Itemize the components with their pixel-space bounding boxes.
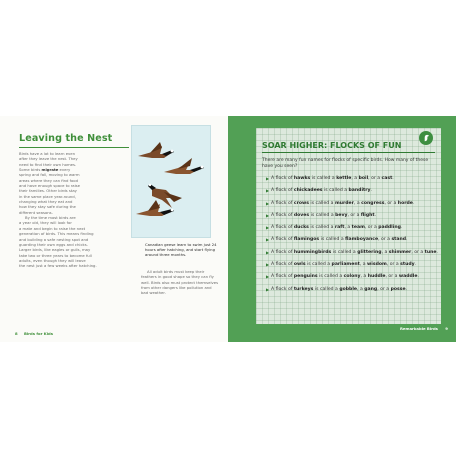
- flock-name: parliament: [331, 262, 360, 268]
- text-run: .: [400, 225, 403, 231]
- text-run: .: [405, 286, 408, 292]
- flock-item-hummingbirds: [266, 250, 436, 262]
- flock-name: boil: [358, 176, 369, 181]
- card-title-divider: [262, 152, 435, 153]
- text-line: [19, 162, 76, 167]
- flock-item-ducks: [266, 225, 436, 237]
- text-run: changing what they eat and: [19, 199, 73, 205]
- flock-list: [266, 176, 436, 299]
- text-run: feathers in good shape so they can fly: [141, 274, 214, 280]
- bird-name: flamingos: [293, 237, 320, 243]
- text-run: A flock of: [271, 225, 294, 231]
- section-title: Leaving the Nest: [19, 133, 113, 144]
- text-run: is called a: [305, 262, 332, 268]
- text-run: areas where they can find food: [19, 177, 79, 183]
- text-line: [19, 258, 86, 263]
- bird-name: crows: [293, 200, 309, 206]
- text-run: .: [436, 249, 438, 255]
- flock-name: paddling: [378, 225, 401, 231]
- flock-item-doves: [266, 213, 436, 225]
- triangle-bullet-icon: ▶: [266, 262, 270, 268]
- text-run: in the same place year-round,: [19, 193, 76, 199]
- flock-name: gobble: [339, 286, 358, 292]
- text-run: is called a: [331, 249, 358, 255]
- text-run: .: [370, 188, 372, 194]
- flock-name: banditry: [348, 188, 371, 194]
- flock-item-crows: [266, 201, 436, 213]
- text-run: , or a: [347, 212, 361, 218]
- text-run: and building a safe nesting spot and: [19, 236, 89, 242]
- body-text-column-2: [141, 269, 223, 296]
- text-line: [19, 183, 80, 188]
- flock-name: posse: [390, 286, 406, 292]
- triangle-bullet-icon: ▶: [266, 176, 270, 181]
- flock-item-turkeys: [266, 287, 436, 299]
- text-run: , or a: [411, 249, 425, 255]
- bird-name: chickadees: [293, 188, 323, 194]
- bird-name: turkeys: [293, 286, 314, 292]
- text-run: generation of birds. This means finding: [19, 231, 94, 237]
- triangle-bullet-icon: ▶: [266, 225, 270, 231]
- text-line: [19, 156, 78, 161]
- text-run: , or a: [378, 237, 392, 243]
- text-run: A flock of: [271, 212, 294, 218]
- card-title: SOAR HIGHER: FLOCKS OF FUN: [262, 141, 402, 150]
- text-run: , a: [353, 200, 362, 206]
- text-run: .: [406, 237, 408, 243]
- text-line: [19, 263, 97, 268]
- text-line: [19, 188, 77, 193]
- text-run: , or a: [385, 274, 399, 280]
- text-run: A flock of: [271, 188, 294, 194]
- text-run: A flock of: [271, 237, 294, 243]
- flock-item-chickadees: [266, 188, 436, 200]
- text-line: [19, 231, 93, 236]
- text-run: By the time most birds are: [25, 215, 76, 221]
- text-run: Some birds: [19, 167, 42, 173]
- flock-name: horde: [397, 200, 413, 206]
- text-run: adults, even though they will leave: [19, 257, 86, 263]
- text-run: , a: [351, 176, 359, 181]
- text-run: is called a: [322, 188, 349, 194]
- text-run: every: [58, 167, 71, 173]
- paragraph-3: [141, 269, 223, 296]
- text-run: their families. Other birds stay: [19, 188, 77, 194]
- text-run: A flock of: [271, 176, 294, 181]
- text-run: is called a: [308, 225, 335, 231]
- text-line: [141, 290, 166, 295]
- bird-name: owls: [293, 262, 306, 268]
- flock-name: kettle: [336, 176, 352, 181]
- triangle-bullet-icon: ▶: [266, 237, 270, 243]
- text-run: , a: [344, 225, 352, 231]
- text-line: [141, 285, 212, 290]
- flock-item-hawks: [266, 176, 436, 188]
- text-run: , a: [359, 262, 368, 268]
- page-number: 9: [445, 326, 448, 331]
- flock-item-flamingos: [266, 237, 436, 249]
- text-run: , or a: [386, 262, 401, 268]
- book-title: Birds for Kids: [23, 331, 54, 336]
- triangle-bullet-icon: ▶: [266, 249, 270, 255]
- text-line: [19, 226, 85, 231]
- goose-icon: [138, 142, 174, 158]
- text-run: , a: [381, 249, 389, 255]
- text-run: bad weather.: [141, 290, 166, 296]
- body-text-column: [19, 151, 125, 269]
- flock-name: waddle: [398, 274, 418, 280]
- flock-name: wisdom: [367, 262, 387, 268]
- text-run: need to find their own homes.: [19, 161, 77, 167]
- text-line: [19, 204, 76, 209]
- flock-name: huddle: [367, 274, 386, 280]
- triangle-bullet-icon: ▶: [266, 188, 270, 194]
- flock-name: colony: [343, 274, 361, 280]
- text-line: [19, 167, 70, 172]
- text-line: [19, 199, 72, 204]
- bird-name: doves: [293, 212, 310, 218]
- flock-name: murder: [334, 200, 354, 206]
- text-line: [19, 151, 75, 156]
- flock-name: flamboyance: [345, 237, 379, 243]
- text-run: and have enough space to raise: [19, 183, 80, 189]
- flock-name: stand: [391, 237, 407, 243]
- title-divider: [19, 147, 129, 148]
- flock-item-owls: [266, 262, 436, 274]
- flock-name: raft: [334, 225, 345, 231]
- text-run: All adult birds must keep their: [147, 269, 205, 274]
- text-run: , a: [357, 286, 365, 292]
- text-run: how they stay safe during the: [19, 204, 76, 210]
- text-run: A flock of: [271, 286, 294, 292]
- triangle-bullet-icon: ▶: [266, 200, 270, 206]
- text-run: A flock of: [271, 262, 294, 268]
- text-run: a mate and begin to raise the next: [19, 225, 86, 231]
- flock-name: team: [351, 225, 365, 231]
- paragraph-2: [19, 215, 125, 268]
- triangle-bullet-icon: ▶: [266, 286, 270, 292]
- text-run: after they leave the nest. They: [19, 156, 78, 162]
- text-run: guarding their own eggs and chicks.: [19, 241, 88, 247]
- text-line: [19, 242, 88, 247]
- text-run: Birds have a lot to learn even: [19, 151, 76, 156]
- text-line: [19, 253, 92, 258]
- text-run: .: [414, 262, 417, 268]
- text-line: [19, 247, 90, 252]
- text-run: , or a: [368, 176, 382, 181]
- text-run: .: [412, 200, 415, 206]
- text-run: Larger birds, like eagles or gulls, may: [19, 247, 91, 253]
- text-run: , or a: [377, 286, 391, 292]
- text-run: A flock of: [271, 274, 294, 280]
- text-run: from other dangers like pollution and: [141, 285, 212, 291]
- text-run: .: [392, 176, 394, 181]
- text-line: [19, 220, 72, 225]
- bird-name: hummingbirds: [293, 249, 332, 255]
- flock-name: shimmer: [388, 249, 412, 255]
- text-run: A flock of: [271, 249, 294, 255]
- bird-name: ducks: [293, 225, 309, 231]
- text-run: is called a: [313, 286, 340, 292]
- text-run: , a: [360, 274, 368, 280]
- text-run: , or a: [364, 225, 379, 231]
- text-run: is called a: [317, 274, 344, 280]
- bird-name: hawks: [293, 176, 311, 181]
- goose-icon: [164, 158, 204, 174]
- flock-name: gang: [364, 286, 378, 292]
- text-line: [19, 172, 80, 177]
- flock-name: flight: [360, 212, 375, 218]
- text-line: [141, 280, 218, 285]
- flock-name: glittering: [357, 249, 382, 255]
- text-run: .: [374, 212, 377, 218]
- text-line: [19, 178, 78, 183]
- text-run: a year old, they will look for: [19, 220, 72, 226]
- text-run: is called a: [308, 200, 335, 206]
- text-run: is called a: [319, 237, 346, 243]
- text-line: [19, 210, 53, 215]
- text-run: is called a: [310, 176, 337, 181]
- canada-geese-illustration: [131, 125, 211, 238]
- text-run: well. Birds also must protect themselves: [141, 279, 219, 285]
- flock-name: tune: [424, 249, 437, 255]
- left-page-footer: [15, 331, 53, 336]
- flock-name: study: [400, 262, 415, 268]
- illustration-caption: Canadian geese learn to swim just 24 hours after hatching, and start flying around three months.: [145, 242, 217, 257]
- flock-name: cast: [381, 176, 393, 181]
- text-run: spring and fall, moving to warm: [19, 172, 80, 178]
- text-run: is called a: [309, 212, 336, 218]
- text-line: [25, 215, 76, 220]
- text-line: [19, 237, 88, 242]
- bird-icon: [419, 131, 433, 145]
- flock-item-penguins: [266, 274, 436, 286]
- text-run: take two or three years to become full: [19, 252, 92, 258]
- chapter-title: Remarkable Birds: [400, 326, 438, 331]
- flock-name: congress: [361, 200, 385, 206]
- text-run: A flock of: [271, 200, 294, 206]
- text-run: different seasons.: [19, 209, 53, 215]
- keyword: migrate: [41, 167, 59, 173]
- text-run: the nest just a few weeks after hatching.: [19, 263, 97, 269]
- text-line: [147, 269, 204, 274]
- text-run: , or a: [384, 200, 398, 206]
- text-line: [141, 274, 214, 279]
- page-number: 8: [15, 331, 18, 336]
- bird-name: penguins: [293, 274, 318, 280]
- card-intro: There are many fun names for flocks of specific birds. How many of these have you seen?: [262, 158, 429, 170]
- paragraph-1: [19, 151, 125, 215]
- text-run: .: [417, 274, 419, 280]
- text-line: [19, 194, 76, 199]
- flock-name: bevy: [335, 212, 348, 218]
- right-page-footer: [400, 326, 448, 331]
- triangle-bullet-icon: ▶: [266, 274, 270, 280]
- triangle-bullet-icon: ▶: [266, 212, 270, 218]
